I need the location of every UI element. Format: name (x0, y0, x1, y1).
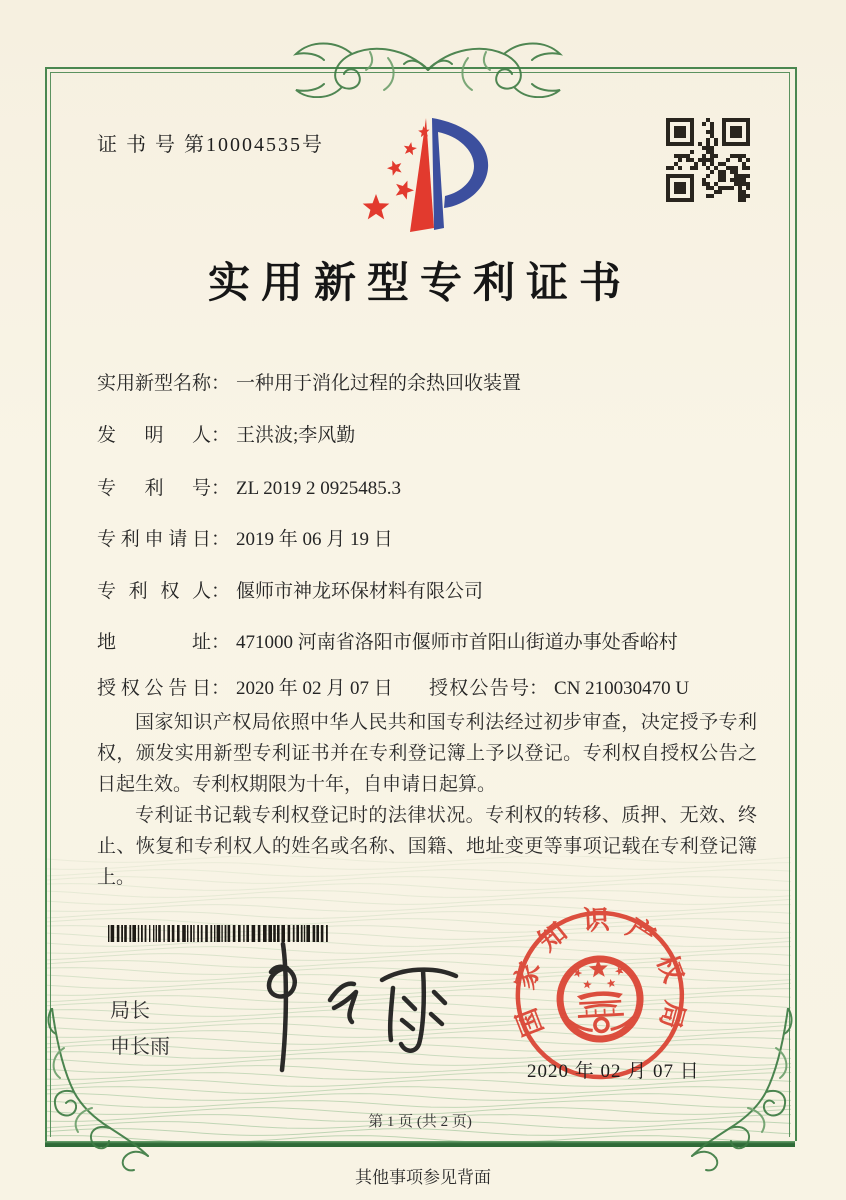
field-colon: ： (211, 529, 231, 550)
field-row-patentee (97, 576, 483, 603)
national-emblem-icon (558, 957, 642, 1041)
director-title-label: 局长 (110, 1000, 150, 1022)
seal-text: 国家知识产权局 (509, 904, 691, 1041)
grant-date-value: 2020 年 02 月 07 日 (236, 678, 393, 699)
field-label: 地址 (97, 632, 211, 653)
border-frame-bottom-line (45, 1141, 795, 1147)
grant-no-value: CN 210030470 U (554, 678, 690, 699)
field-value: 2019 年 06 月 19 日 (236, 529, 393, 550)
field-value: 王洪波;李风勤 (236, 425, 356, 446)
grant-date-colon: ： (211, 678, 231, 699)
certificate-title: 实用新型专利证书 (207, 261, 632, 307)
cnipa-logo-icon (348, 110, 508, 238)
grant-no-colon: ： (529, 678, 549, 699)
field-label: 专利申请日 (97, 529, 211, 550)
legal-paragraph-2: 专利证书记载专利权登记时的法律状况。专利权的转移、质押、无效、终止、恢复和专利权人的姓名或名称、国籍、地址变更等事项记载在专利登记簿上。 (97, 805, 757, 888)
field-label: 专利号 (97, 478, 211, 499)
corner-flourish-right-icon (688, 1008, 800, 1180)
field-colon: ： (211, 581, 231, 602)
field-colon: ： (211, 425, 231, 446)
field-row-address (97, 627, 678, 654)
field-label: 发明人 (97, 425, 211, 446)
field-value: 偃师市神龙环保材料有限公司 (236, 581, 484, 602)
page-number: 第 1 页 (共 2 页) (368, 1114, 472, 1130)
field-value: 471000 河南省洛阳市偃师市首阳山街道办事处香峪村 (236, 632, 678, 653)
back-side-note: 其他事项参见背面 (355, 1168, 491, 1187)
field-value: 一种用于消化过程的余热回收装置 (236, 373, 522, 394)
legal-paragraph-1: 国家知识产权局依照中华人民共和国专利法经过初步审查，决定授予专利权，颁发实用新型专利证书并在专利登记簿上予以登记。专利权自授权公告之日起生效。专利权期限为十年，自申请日起算。 (97, 712, 757, 795)
grant-date-label: 授权公告日 (97, 678, 211, 699)
top-ornament-icon (278, 36, 578, 98)
grant-no-pair (429, 673, 689, 700)
grant-no-label: 授权公告号 (429, 678, 529, 699)
field-colon: ： (211, 632, 231, 653)
field-row-name (97, 368, 521, 395)
field-row-inventor (97, 420, 355, 447)
certificate-number: 证 书 号 第10004535号 (97, 134, 324, 156)
field-value: ZL 2019 2 0925485.3 (236, 478, 402, 499)
seal-date: 2020 年 02 月 07 日 (527, 1061, 700, 1082)
field-label: 专利权人 (97, 581, 211, 602)
legal-text (97, 707, 757, 893)
field-colon: ： (211, 373, 231, 394)
field-row-application-date (97, 524, 393, 551)
field-label: 实用新型名称 (97, 373, 212, 394)
qr-code (666, 118, 750, 202)
field-colon: ： (211, 478, 231, 499)
director-signature-icon (232, 938, 482, 1078)
field-row-grant (97, 673, 690, 700)
director-name: 申长雨 (110, 1036, 170, 1058)
field-row-patent-no (97, 473, 401, 500)
